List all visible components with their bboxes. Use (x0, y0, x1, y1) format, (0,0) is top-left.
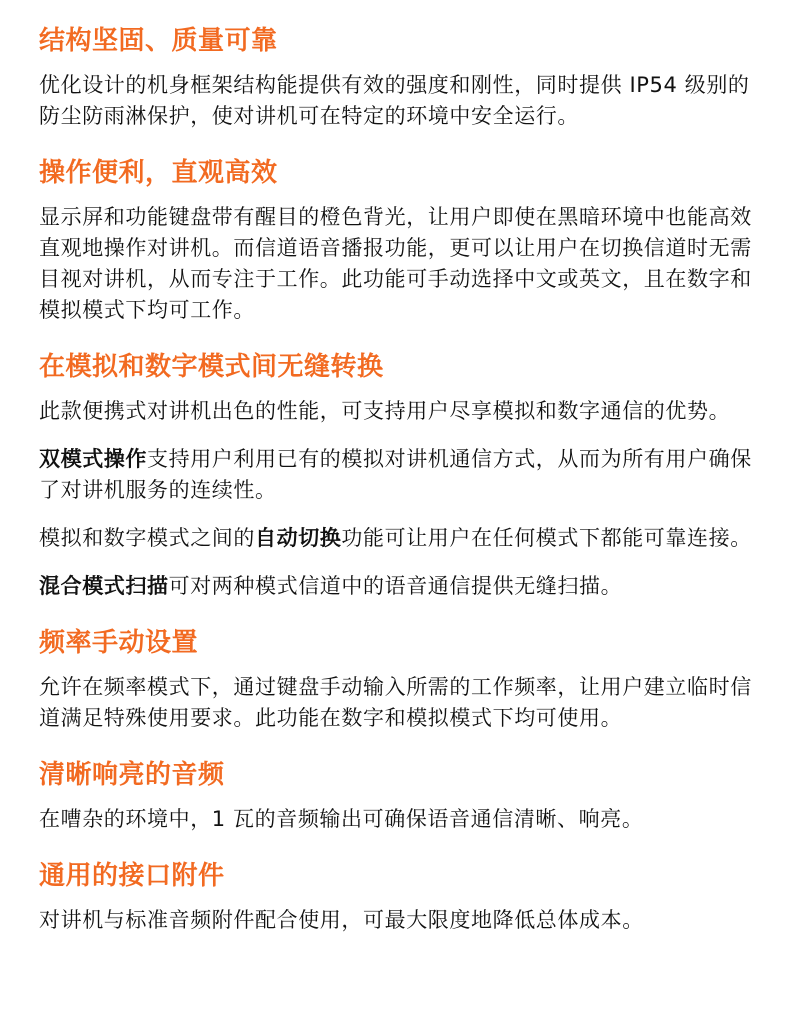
paragraph-text: 支持用户利用已有的模拟对讲机通信方式，从而为所有用户确保了对讲机服务的连续性。 (39, 447, 752, 502)
document-page (39, 22, 769, 936)
section-paragraph: 在嘈杂的环境中，1 瓦的音频输出可确保语音通信清晰、响亮。 (39, 807, 644, 831)
section-mode-switching (39, 348, 769, 602)
section-paragraph-dual-mode (39, 444, 769, 506)
section-paragraph: 此款便携式对讲机出色的性能，可支持用户尽享模拟和数字通信的优势。 (39, 399, 731, 423)
section-title: 结构坚固、质量可靠 (39, 26, 278, 56)
section-paragraph: 优化设计的机身框架结构能提供有效的强度和刚性，同时提供 IP54 级别的防尘防雨淋保护，使对讲机可在特定的环境中安全运行。 (39, 73, 750, 128)
section-paragraph: 显示屏和功能键盘带有醒目的橙色背光，让用户即使在黑暗环境中也能高效直观地操作对讲机。而信道语音播报功能，更可以让用户在切换信道时无需目视对讲机，从而专注于工作。此功能可手动选择中文或英文，且在数字和模拟模式下均可工作。 (39, 205, 752, 322)
section-manual-frequency (39, 624, 769, 734)
section-paragraph: 允许在频率模式下，通过键盘手动输入所需的工作频率，让用户建立临时信道满足特殊使用要求。此功能在数字和模拟模式下均可使用。 (39, 675, 752, 730)
section-paragraph-auto-switch (39, 523, 769, 554)
section-title: 在模拟和数字模式间无缝转换 (39, 352, 384, 382)
bold-term: 双模式操作 (39, 447, 147, 471)
section-title: 操作便利，直观高效 (39, 158, 278, 188)
section-paragraph-mixed-scan (39, 571, 769, 602)
bold-term: 混合模式扫描 (39, 574, 169, 598)
paragraph-text: 可对两种模式信道中的语音通信提供无缝扫描。 (168, 574, 623, 598)
section-universal-accessories (39, 857, 769, 936)
section-title: 通用的接口附件 (39, 861, 225, 891)
paragraph-text: 功能可让用户在任何模式下都能可靠连接。 (341, 526, 752, 550)
section-rugged-quality (39, 22, 769, 132)
section-title: 频率手动设置 (39, 628, 199, 658)
section-clear-audio (39, 756, 769, 835)
section-easy-operation (39, 154, 769, 326)
section-paragraph: 对讲机与标准音频附件配合使用，可最大限度地降低总体成本。 (39, 908, 644, 932)
section-title: 清晰响亮的音频 (39, 760, 225, 790)
paragraph-text-pre: 模拟和数字模式之间的 (39, 526, 255, 550)
bold-term: 自动切换 (255, 526, 342, 550)
